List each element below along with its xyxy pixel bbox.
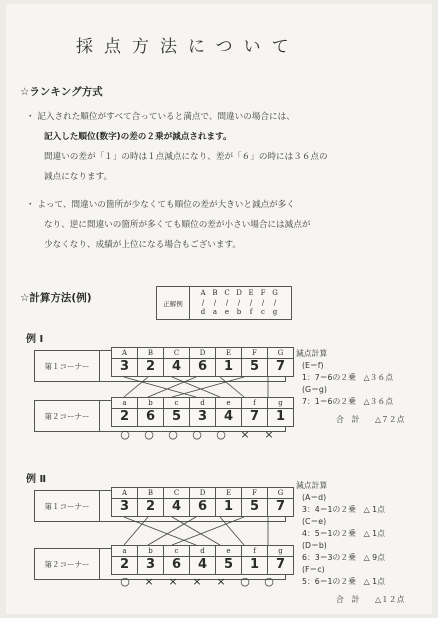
correct-mark: ○: [264, 575, 274, 588]
rank-cell: [215, 397, 242, 427]
rank-cell-value: 4: [223, 409, 234, 424]
document-page: [6, 4, 432, 614]
rank-cell-letter: b: [138, 546, 163, 557]
rank-cell-value: 7: [275, 499, 286, 514]
calc-line: 1：7＝6の２乗 △３６点: [302, 373, 394, 382]
rank-cell: [241, 347, 268, 377]
rank-cell: [215, 545, 242, 575]
correct-mark: ○: [144, 428, 154, 441]
ranking-text-line: 間違いの差が「１」の時は１点減点になり、差が「６」の時には３６点の: [44, 152, 328, 162]
rank-cell-letter: G: [268, 488, 293, 499]
column-slash: /: [273, 298, 277, 307]
rank-cell-letter: e: [216, 398, 241, 409]
example2-corner1-grid: [112, 487, 294, 517]
rank-cell: [163, 545, 190, 575]
example2-calc: [296, 480, 404, 606]
calc-line: 3：4＝1の２乗 △ 1点: [302, 505, 385, 514]
rank-cell-letter: C: [164, 348, 189, 359]
correct-mark: ○: [240, 575, 250, 588]
rank-cell-letter: B: [138, 348, 163, 359]
wrong-mark: ×: [168, 575, 178, 588]
corner1-name: 第１コーナー: [35, 351, 100, 381]
rank-cell-value: 4: [171, 499, 182, 514]
answer-example-column: [233, 289, 245, 318]
answer-example-table: [156, 286, 292, 320]
rank-cell: [189, 347, 216, 377]
rank-cell-letter: F: [242, 348, 267, 359]
rank-cell-letter: D: [190, 488, 215, 499]
calc-line: (G＝g): [302, 385, 327, 394]
rank-cell-value: 2: [145, 359, 156, 374]
wrong-mark: ×: [144, 575, 154, 588]
rank-cell-value: 7: [249, 409, 260, 424]
example1-corner1-grid: [112, 347, 294, 377]
calc-line: 6：3＝3の２乗 △ 9点: [302, 553, 385, 562]
rank-cell-value: 3: [119, 359, 130, 374]
rank-cell-value: 4: [197, 557, 208, 572]
column-slash: /: [249, 298, 253, 307]
column-upper-letter: D: [236, 289, 242, 297]
calc-heading: 減点計算: [296, 481, 328, 490]
wrong-mark: ×: [192, 575, 202, 588]
column-upper-letter: F: [260, 289, 266, 297]
calc-heading: 減点計算: [296, 349, 328, 358]
corner2-name: 第２コーナー: [35, 549, 100, 579]
column-slash: /: [213, 298, 217, 307]
column-lower-letter: e: [224, 308, 230, 316]
rank-cell-value: 5: [223, 557, 234, 572]
rank-cell-value: 5: [249, 499, 260, 514]
ranking-text-line: ・ よって、間違いの箇所が少なくても順位の差が大きいと減点が多く: [26, 200, 295, 210]
answer-example-columns: [197, 289, 281, 318]
calc-line: 7：1＝6の２乗 △３６点: [302, 397, 394, 406]
rank-cell-letter: C: [164, 488, 189, 499]
example1-corner2-grid: [112, 397, 294, 427]
answer-example-column: [257, 289, 269, 318]
calc-line: 4：5＝1の２乗 △ 1点: [302, 529, 385, 538]
rank-cell-value: 5: [171, 409, 182, 424]
rank-cell-value: 6: [145, 409, 156, 424]
rank-cell-value: 1: [223, 359, 234, 374]
rank-cell-letter: c: [164, 546, 189, 557]
rank-cell-letter: B: [138, 488, 163, 499]
rank-cell-value: 6: [171, 557, 182, 572]
rank-cell: [215, 347, 242, 377]
rank-cell-letter: F: [242, 488, 267, 499]
rank-cell-value: 3: [145, 557, 156, 572]
rank-cell-value: 7: [275, 557, 286, 572]
example1-calc: [296, 348, 404, 426]
correct-mark: ○: [192, 428, 202, 441]
calc-method-heading: ☆計算方法(例): [20, 292, 92, 304]
column-lower-letter: c: [261, 308, 265, 316]
calc-total: 合 計 △７２点: [336, 415, 405, 424]
corner2-name: 第２コーナー: [35, 401, 100, 431]
correct-mark: ○: [120, 428, 130, 441]
rank-cell-value: 4: [171, 359, 182, 374]
rank-cell: [267, 347, 294, 377]
page-title: 採点方法について: [76, 37, 300, 57]
ranking-text-line: 減点になります。: [44, 172, 113, 182]
example1-result-marks: [113, 429, 281, 441]
rank-cell-value: 5: [249, 359, 260, 374]
rank-cell-letter: e: [216, 546, 241, 557]
calc-total: 合 計 △１２点: [336, 595, 405, 604]
rank-cell-letter: a: [112, 546, 137, 557]
example2-corner2-grid: [112, 545, 294, 575]
rank-cell: [163, 347, 190, 377]
rank-cell: [137, 397, 164, 427]
rank-cell-letter: f: [242, 398, 267, 409]
rank-cell-letter: E: [216, 348, 241, 359]
rank-cell-letter: d: [190, 398, 215, 409]
rank-cell: [163, 397, 190, 427]
rank-cell-letter: b: [138, 398, 163, 409]
column-upper-letter: G: [272, 289, 278, 297]
column-upper-letter: C: [224, 289, 230, 297]
ranking-emphasis: 記入した順位(数字)の差の２乗が減点されます。: [44, 132, 232, 142]
answer-example-column: [209, 289, 221, 318]
wrong-mark: ×: [216, 575, 226, 588]
rank-cell: [267, 487, 294, 517]
rank-cell: [215, 487, 242, 517]
rank-cell: [137, 545, 164, 575]
wrong-mark: ×: [240, 428, 250, 441]
rank-cell: [163, 487, 190, 517]
rank-cell: [137, 347, 164, 377]
calc-line: (E＝f): [302, 361, 324, 370]
rank-cell: [189, 545, 216, 575]
rank-cell-value: 2: [119, 557, 130, 572]
rank-cell-value: 3: [119, 499, 130, 514]
rank-cell: [111, 487, 138, 517]
ranking-text-line: ・ 記入された順位がすべて合っていると満点で、間違いの場合には、: [26, 112, 295, 122]
column-slash: /: [261, 298, 265, 307]
answer-example-column: [221, 289, 233, 318]
rank-cell: [189, 487, 216, 517]
rank-cell-letter: c: [164, 398, 189, 409]
rank-cell: [241, 487, 268, 517]
correct-mark: ○: [168, 428, 178, 441]
rank-cell: [111, 545, 138, 575]
rank-cell-letter: g: [268, 398, 293, 409]
column-lower-letter: b: [236, 308, 242, 316]
calc-line: (D＝b): [302, 541, 327, 550]
answer-example-column: [197, 289, 209, 318]
rank-cell-letter: g: [268, 546, 293, 557]
rank-cell-value: 1: [275, 409, 286, 424]
calc-line: 5：6＝1の２乗 △ 1点: [302, 577, 385, 586]
rank-cell: [189, 397, 216, 427]
calc-line: (A＝d): [302, 493, 327, 502]
answer-example-column: [245, 289, 257, 318]
rank-cell: [137, 487, 164, 517]
rank-cell-value: 7: [275, 359, 286, 374]
correct-mark: ○: [216, 428, 226, 441]
rank-cell: [111, 397, 138, 427]
rank-cell-letter: A: [112, 488, 137, 499]
rank-cell-value: 6: [197, 359, 208, 374]
example2-label: 例 Ⅱ: [26, 474, 47, 485]
rank-cell-letter: f: [242, 546, 267, 557]
ranking-heading: ☆ランキング方式: [20, 86, 103, 98]
column-slash: /: [225, 298, 229, 307]
example1-label: 例 Ⅰ: [26, 334, 44, 345]
rank-cell-value: 6: [197, 499, 208, 514]
column-upper-letter: A: [200, 289, 206, 297]
wrong-mark: ×: [264, 428, 274, 441]
rank-cell: [241, 545, 268, 575]
calc-line: (F＝c): [302, 565, 325, 574]
calc-line: (C＝e): [302, 517, 327, 526]
column-slash: /: [237, 298, 241, 307]
rank-cell-value: 3: [197, 409, 208, 424]
column-lower-letter: g: [272, 308, 278, 316]
ranking-text-line: なり、逆に間違いの箇所が多くても順位の差が小さい場合には減点が: [44, 220, 311, 230]
example2-result-marks: [113, 576, 281, 588]
column-lower-letter: d: [200, 308, 206, 316]
rank-cell-letter: G: [268, 348, 293, 359]
rank-cell: [241, 397, 268, 427]
column-lower-letter: a: [212, 308, 218, 316]
correct-mark: ○: [120, 575, 130, 588]
rank-cell-value: 1: [223, 499, 234, 514]
corner1-name: 第１コーナー: [35, 491, 100, 521]
column-upper-letter: B: [212, 289, 218, 297]
column-lower-letter: f: [249, 308, 253, 316]
answer-example-column: [269, 289, 281, 318]
column-slash: /: [201, 298, 205, 307]
ranking-text-line: 少なくなり、成績が上位になる場合もございます。: [44, 240, 241, 250]
rank-cell-letter: D: [190, 348, 215, 359]
rank-cell: [111, 347, 138, 377]
answer-example-label: 正解例: [157, 287, 190, 319]
rank-cell: [267, 545, 294, 575]
rank-cell-value: 1: [249, 557, 260, 572]
rank-cell: [267, 397, 294, 427]
rank-cell-letter: d: [190, 546, 215, 557]
column-upper-letter: E: [248, 289, 254, 297]
rank-cell-letter: A: [112, 348, 137, 359]
ranking-text-line: [44, 132, 232, 143]
rank-cell-letter: a: [112, 398, 137, 409]
rank-cell-value: 2: [145, 499, 156, 514]
rank-cell-letter: E: [216, 488, 241, 499]
rank-cell-value: 2: [119, 409, 130, 424]
